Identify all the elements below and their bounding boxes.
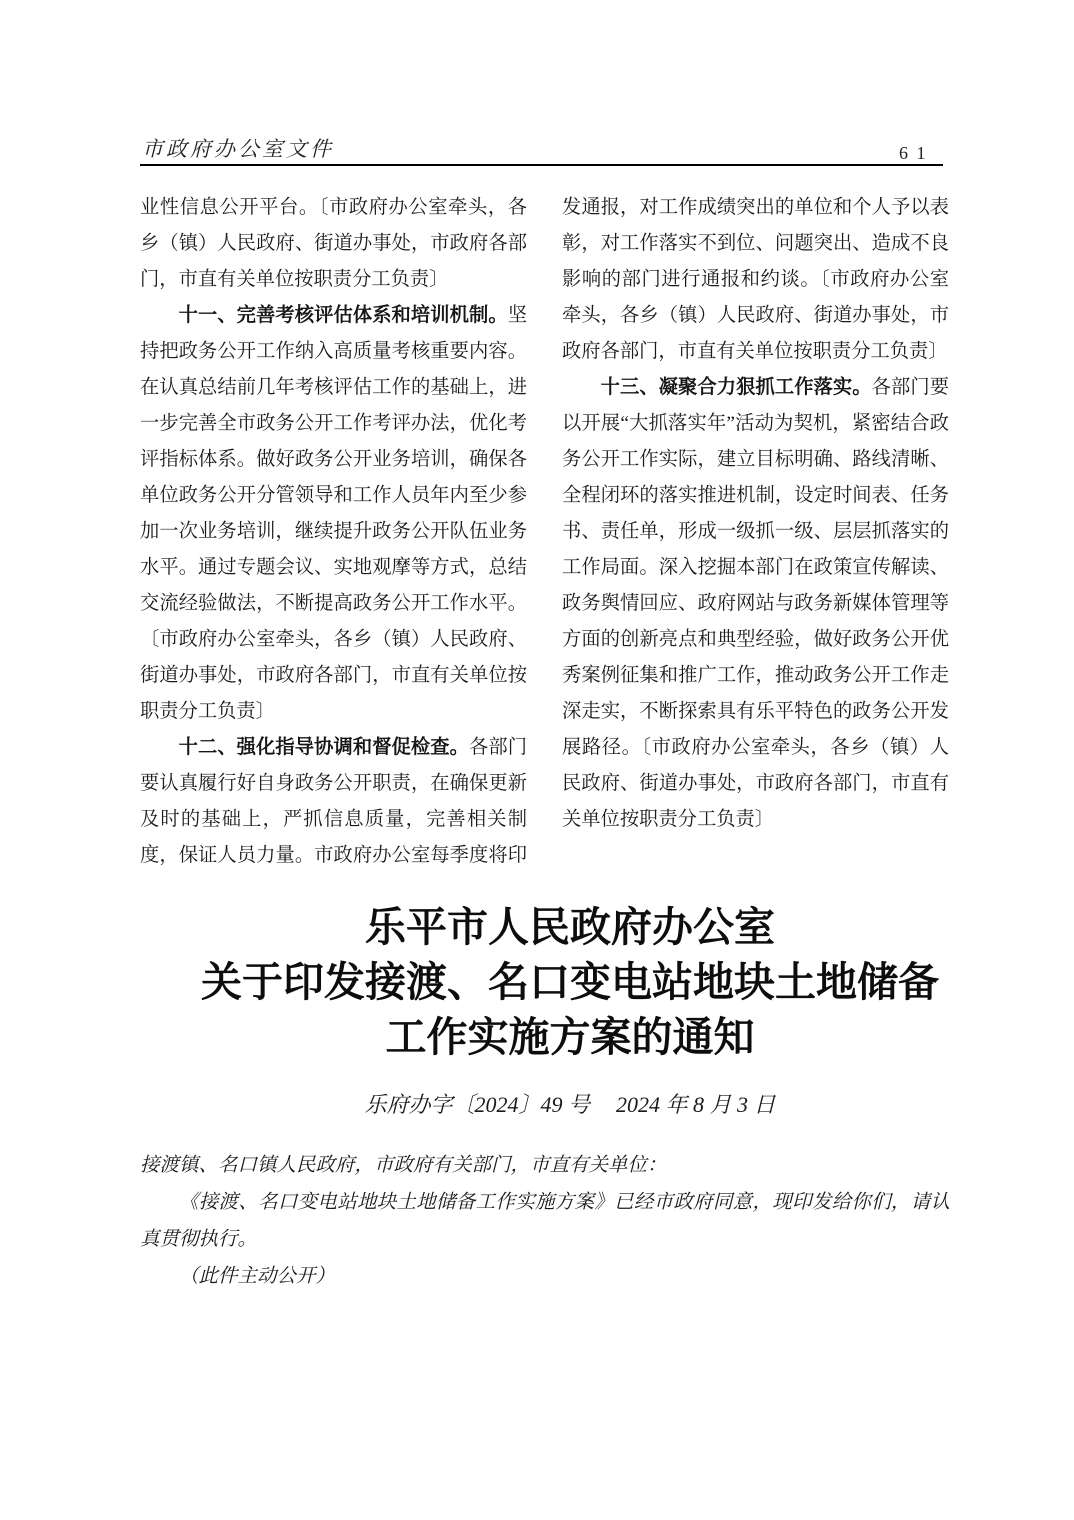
publicity-note: （此件主动公开） xyxy=(179,1266,336,1287)
doc-number-line xyxy=(140,1088,1000,1119)
notice-title xyxy=(140,900,1000,1065)
paragraph-text: 业性信息公开平台。〔市政府办公室牵头，各乡（镇）人民政府、街道办事处，市政府各部门，市直有关单位按职责分工负责〕 xyxy=(140,197,527,290)
section-heading-13: 十三、凝聚合力狠抓工作落实。 xyxy=(600,377,872,398)
title-line-2: 关于印发接渡、名口变电站地块土地储备 xyxy=(201,959,939,1005)
section-heading-11: 十一、完善考核评估体系和培训机制。 xyxy=(178,305,508,326)
paragraph-13 xyxy=(562,370,949,838)
title-line-3: 工作实施方案的通知 xyxy=(385,1014,755,1060)
title-line-1: 乐平市人民政府办公室 xyxy=(365,904,775,950)
body-columns xyxy=(140,190,949,888)
section-heading-12: 十二、强化指导协调和督促检查。 xyxy=(178,737,469,758)
page-number: 6 1 xyxy=(899,143,928,163)
paragraph-continuation xyxy=(140,190,527,298)
salutation: 接渡镇、名口镇人民政府，市政府有关部门，市直有关单位： xyxy=(140,1155,667,1176)
notice-body: 《接渡、名口变电站地块土地储备工作实施方案》已经市政府同意，现印发给你们，请认真贯彻执行。 xyxy=(140,1192,950,1250)
doc-date: 2024 年 8 月 3 日 xyxy=(616,1092,776,1117)
closing-section xyxy=(140,1147,950,1295)
paragraph-11 xyxy=(140,298,527,730)
paragraph-text: 坚持把政务公开工作纳入高质量考核重要内容。在认真总结前几年考核评估工作的基础上，进一步完善全市政务公开工作考评办法，优化考评指标体系。做好政务公开业务培训，确保各单位政务公开分管领导和工作人员年内至少参加一次业务培训，继续提升政务公开队伍业务水平。通过专题会议、实地观摩等方式，总结交流经验做法，不断提高政务公开工作水平。〔市政府办公室牵头，各乡（镇）人民政府、街道办事处，市政府各部门，市直有关单位按职责分工负责〕 xyxy=(140,305,527,722)
header-rule xyxy=(140,164,943,166)
paragraph-text: 各部门要以开展“大抓落实年”活动为契机，紧密结合政务公开工作实际，建立目标明确、路线清晰、全程闭环的落实推进机制，设定时间表、任务书、责任单，形成一级抓一级、层层抓落实的工作局面。深入挖掘本部门在政策宣传解读、政务舆情回应、政府网站与政务新媒体管理等方面的创新亮点和典型经验，做好政务公开优秀案例征集和推广工作，推动政务公开工作走深走实，不断探索具有乐平特色的政务公开发展路径。〔市政府办公室牵头，各乡（镇）人民政府、街道办事处，市政府各部门，市直有关单位按职责分工负责〕 xyxy=(562,377,950,830)
paragraph-text: 各部门要认真履行好自身政务公开职责，在确保更新及时的基础上，严抓信息质量，完善相关制度，保证人员力量。市政府办公室每季度将印发通报，对工作成绩突出的单位和个人予以表彰，对工作落实不到位、问题突出、造成不良影响的部门进行通报和约谈。〔市政府办公室牵头，各乡（镇）人民政府、街道办事处，市政府各部门，市直有关单位按职责分工负责〕 xyxy=(140,197,949,866)
header-label: 市政府办公室文件 xyxy=(142,137,334,161)
doc-number: 乐府办字〔2024〕49 号 xyxy=(364,1092,590,1117)
